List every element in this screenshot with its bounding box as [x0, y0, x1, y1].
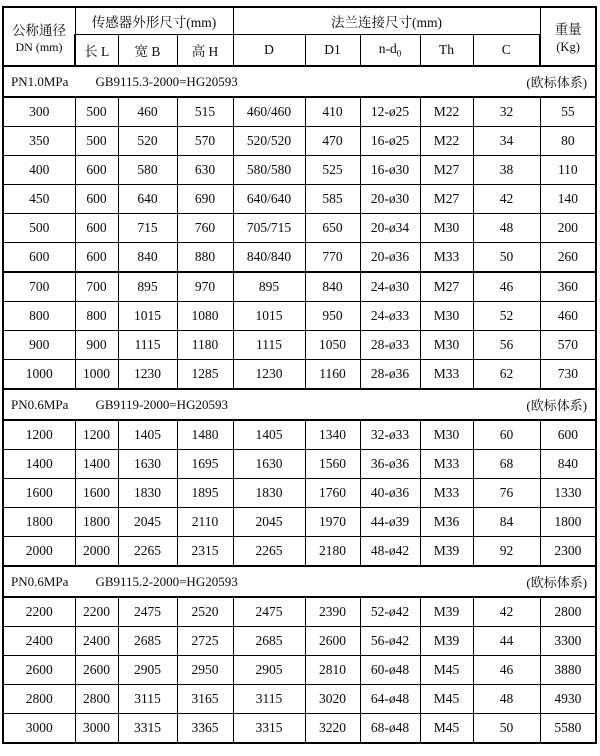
cell-d: 1830	[233, 479, 305, 508]
cell-weight: 600	[540, 420, 596, 450]
cell-d: 520/520	[233, 127, 305, 156]
cell-th: M45	[420, 714, 473, 744]
cell-width-b: 1015	[118, 302, 177, 331]
cell-height-h: 2950	[177, 656, 233, 685]
cell-th: M22	[420, 97, 473, 127]
cell-width-b: 1630	[118, 450, 177, 479]
cell-width-b: 895	[118, 272, 177, 302]
cell-d1: 2600	[305, 627, 360, 656]
section-label	[4, 572, 595, 591]
cell-length-l: 1800	[75, 508, 118, 537]
cell-length-l: 2000	[75, 537, 118, 567]
cell-weight: 460	[540, 302, 596, 331]
table-row	[3, 185, 596, 214]
cell-d: 1405	[233, 420, 305, 450]
section-pressure-rating: PN0.6MPa	[11, 573, 69, 589]
cell-height-h: 1180	[177, 331, 233, 360]
cell-height-h: 2520	[177, 597, 233, 627]
cell-c: 38	[473, 156, 540, 185]
cell-width-b: 520	[118, 127, 177, 156]
cell-length-l: 500	[75, 127, 118, 156]
header-sensor-dimensions-group: 传感器外形尺寸(mm)	[75, 7, 233, 35]
cell-d1: 1160	[305, 360, 360, 390]
subheader-length-l: 长 L	[75, 35, 118, 67]
section-row	[3, 66, 596, 97]
cell-n-d0: 48-ø42	[360, 537, 420, 567]
cell-height-h: 760	[177, 214, 233, 243]
table-row	[3, 97, 596, 127]
header-weight-unit: (Kg)	[556, 40, 580, 54]
cell-th: M27	[420, 156, 473, 185]
table-header	[3, 7, 596, 66]
cell-length-l: 2800	[75, 685, 118, 714]
subheader-n-d0	[360, 35, 420, 67]
cell-length-l: 600	[75, 214, 118, 243]
cell-width-b: 2685	[118, 627, 177, 656]
cell-d: 1115	[233, 331, 305, 360]
header-flange-connection-group: 法兰连接尺寸(mm)	[233, 7, 540, 35]
subheader-d1: D1	[305, 35, 360, 67]
section-row	[3, 389, 596, 420]
cell-dn: 1000	[3, 360, 75, 390]
cell-weight: 2800	[540, 597, 596, 627]
cell-weight: 3300	[540, 627, 596, 656]
cell-d: 3115	[233, 685, 305, 714]
cell-c: 34	[473, 127, 540, 156]
cell-dn: 350	[3, 127, 75, 156]
cell-height-h: 1285	[177, 360, 233, 390]
cell-height-h: 570	[177, 127, 233, 156]
header-row-subcolumns	[3, 35, 596, 67]
section-note: (欧标体系)	[526, 575, 588, 590]
cell-d1: 470	[305, 127, 360, 156]
cell-length-l: 800	[75, 302, 118, 331]
cell-width-b: 1115	[118, 331, 177, 360]
cell-d1: 1340	[305, 420, 360, 450]
header-weight-cn: 重量	[554, 22, 582, 37]
cell-c: 50	[473, 243, 540, 273]
table-row	[3, 127, 596, 156]
cell-weight: 140	[540, 185, 596, 214]
cell-d1: 410	[305, 97, 360, 127]
cell-c: 76	[473, 479, 540, 508]
cell-height-h: 515	[177, 97, 233, 127]
cell-c: 62	[473, 360, 540, 390]
cell-c: 44	[473, 627, 540, 656]
cell-height-h: 1695	[177, 450, 233, 479]
header-nominal-diameter-cn: 公称通径	[12, 22, 66, 38]
cell-d1: 650	[305, 214, 360, 243]
cell-width-b: 580	[118, 156, 177, 185]
section-label	[4, 72, 595, 91]
cell-n-d0: 24-ø33	[360, 302, 420, 331]
cell-n-d0: 12-ø25	[360, 97, 420, 127]
cell-n-d0: 60-ø48	[360, 656, 420, 685]
cell-dn: 600	[3, 243, 75, 273]
cell-weight: 5580	[540, 714, 596, 744]
cell-width-b: 2265	[118, 537, 177, 567]
cell-length-l: 600	[75, 156, 118, 185]
cell-c: 56	[473, 331, 540, 360]
cell-d1: 1050	[305, 331, 360, 360]
cell-d1: 840	[305, 272, 360, 302]
cell-length-l: 900	[75, 331, 118, 360]
cell-d: 705/715	[233, 214, 305, 243]
cell-width-b: 3315	[118, 714, 177, 744]
table-row	[3, 302, 596, 331]
cell-dn: 700	[3, 272, 75, 302]
table-row	[3, 714, 596, 744]
cell-height-h: 1480	[177, 420, 233, 450]
cell-dn: 900	[3, 331, 75, 360]
cell-n-d0: 68-ø48	[360, 714, 420, 744]
cell-d1: 2390	[305, 597, 360, 627]
table-row	[3, 627, 596, 656]
header-row-groups	[3, 7, 596, 35]
section-standard-code: GB9115.3-2000=HG20593	[95, 73, 238, 89]
cell-length-l: 1200	[75, 420, 118, 450]
cell-dn: 1200	[3, 420, 75, 450]
cell-th: M36	[420, 508, 473, 537]
section-cell	[3, 66, 596, 97]
section-standard-code: GB9115.2-2000=HG20593	[95, 573, 238, 589]
cell-dn: 2400	[3, 627, 75, 656]
cell-length-l: 500	[75, 97, 118, 127]
cell-width-b: 640	[118, 185, 177, 214]
cell-d: 2685	[233, 627, 305, 656]
cell-th: M45	[420, 685, 473, 714]
cell-th: M30	[420, 302, 473, 331]
cell-length-l: 3000	[75, 714, 118, 744]
cell-n-d0: 28-ø33	[360, 331, 420, 360]
cell-dn: 3000	[3, 714, 75, 744]
cell-weight: 80	[540, 127, 596, 156]
cell-d: 3315	[233, 714, 305, 744]
cell-d: 2475	[233, 597, 305, 627]
cell-c: 68	[473, 450, 540, 479]
table-row	[3, 243, 596, 273]
cell-d: 460/460	[233, 97, 305, 127]
cell-dn: 2000	[3, 537, 75, 567]
cell-dn: 300	[3, 97, 75, 127]
cell-dn: 1600	[3, 479, 75, 508]
table-row	[3, 331, 596, 360]
cell-d1: 1760	[305, 479, 360, 508]
cell-weight: 360	[540, 272, 596, 302]
cell-d: 640/640	[233, 185, 305, 214]
cell-dn: 500	[3, 214, 75, 243]
cell-c: 32	[473, 97, 540, 127]
cell-d1: 2180	[305, 537, 360, 567]
section-pressure-rating: PN1.0MPa	[11, 73, 69, 89]
table-row	[3, 479, 596, 508]
cell-d1: 3020	[305, 685, 360, 714]
section-standard-code: GB9119-2000=HG20593	[95, 396, 228, 412]
section-row	[3, 566, 596, 597]
table-row	[3, 360, 596, 390]
cell-c: 48	[473, 214, 540, 243]
table-row	[3, 272, 596, 302]
subheader-d: D	[233, 35, 305, 67]
cell-n-d0: 44-ø39	[360, 508, 420, 537]
cell-width-b: 2045	[118, 508, 177, 537]
cell-th: M30	[420, 331, 473, 360]
cell-height-h: 1895	[177, 479, 233, 508]
table-row	[3, 156, 596, 185]
cell-height-h: 2725	[177, 627, 233, 656]
header-weight	[540, 7, 596, 66]
cell-width-b: 3115	[118, 685, 177, 714]
cell-n-d0: 56-ø42	[360, 627, 420, 656]
cell-d1: 585	[305, 185, 360, 214]
dimension-table	[2, 6, 597, 744]
cell-weight: 3880	[540, 656, 596, 685]
cell-d1: 2810	[305, 656, 360, 685]
subheader-th: Th	[420, 35, 473, 67]
cell-c: 92	[473, 537, 540, 567]
cell-c: 42	[473, 185, 540, 214]
cell-th: M22	[420, 127, 473, 156]
cell-height-h: 690	[177, 185, 233, 214]
cell-c: 46	[473, 272, 540, 302]
cell-d: 840/840	[233, 243, 305, 273]
cell-weight: 2300	[540, 537, 596, 567]
cell-height-h: 1080	[177, 302, 233, 331]
cell-dn: 2200	[3, 597, 75, 627]
cell-d: 580/580	[233, 156, 305, 185]
cell-n-d0: 24-ø30	[360, 272, 420, 302]
subheader-height-h: 高 H	[177, 35, 233, 67]
cell-dn: 400	[3, 156, 75, 185]
cell-d1: 1560	[305, 450, 360, 479]
cell-n-d0: 64-ø48	[360, 685, 420, 714]
cell-d1: 1970	[305, 508, 360, 537]
cell-n-d0: 40-ø36	[360, 479, 420, 508]
table-row	[3, 537, 596, 567]
cell-width-b: 840	[118, 243, 177, 273]
cell-weight: 55	[540, 97, 596, 127]
subheader-c: C	[473, 35, 540, 67]
cell-weight: 110	[540, 156, 596, 185]
cell-th: M39	[420, 537, 473, 567]
cell-weight: 570	[540, 331, 596, 360]
cell-n-d0: 52-ø42	[360, 597, 420, 627]
cell-d: 2905	[233, 656, 305, 685]
subheader-n-d0-subscript: 0	[396, 48, 402, 59]
subheader-width-b: 宽 B	[118, 35, 177, 67]
cell-d: 2045	[233, 508, 305, 537]
cell-th: M33	[420, 243, 473, 273]
table-row	[3, 685, 596, 714]
cell-length-l: 2600	[75, 656, 118, 685]
cell-d1: 770	[305, 243, 360, 273]
section-cell	[3, 566, 596, 597]
cell-dn: 450	[3, 185, 75, 214]
section-label	[4, 395, 595, 414]
section-note: (欧标体系)	[526, 398, 588, 413]
cell-c: 60	[473, 420, 540, 450]
cell-height-h: 3165	[177, 685, 233, 714]
cell-n-d0: 16-ø25	[360, 127, 420, 156]
cell-n-d0: 20-ø36	[360, 243, 420, 273]
cell-height-h: 2110	[177, 508, 233, 537]
cell-height-h: 2315	[177, 537, 233, 567]
cell-weight: 840	[540, 450, 596, 479]
table-row	[3, 214, 596, 243]
cell-width-b: 2905	[118, 656, 177, 685]
cell-length-l: 1400	[75, 450, 118, 479]
cell-c: 52	[473, 302, 540, 331]
cell-c: 42	[473, 597, 540, 627]
cell-dn: 1800	[3, 508, 75, 537]
cell-c: 48	[473, 685, 540, 714]
cell-height-h: 630	[177, 156, 233, 185]
cell-n-d0: 36-ø36	[360, 450, 420, 479]
cell-n-d0: 28-ø36	[360, 360, 420, 390]
cell-th: M33	[420, 450, 473, 479]
cell-c: 46	[473, 656, 540, 685]
cell-weight: 4930	[540, 685, 596, 714]
cell-th: M45	[420, 656, 473, 685]
cell-th: M27	[420, 185, 473, 214]
cell-n-d0: 20-ø30	[360, 185, 420, 214]
cell-n-d0: 32-ø33	[360, 420, 420, 450]
cell-length-l: 700	[75, 272, 118, 302]
cell-d1: 950	[305, 302, 360, 331]
cell-th: M30	[420, 214, 473, 243]
table-row	[3, 656, 596, 685]
cell-d: 1630	[233, 450, 305, 479]
cell-d: 895	[233, 272, 305, 302]
cell-c: 50	[473, 714, 540, 744]
table-row	[3, 450, 596, 479]
cell-th: M39	[420, 627, 473, 656]
cell-width-b: 1830	[118, 479, 177, 508]
header-nominal-diameter	[3, 7, 75, 66]
cell-c: 84	[473, 508, 540, 537]
cell-th: M33	[420, 360, 473, 390]
cell-height-h: 880	[177, 243, 233, 273]
cell-width-b: 2475	[118, 597, 177, 627]
cell-width-b: 1405	[118, 420, 177, 450]
table-body	[3, 66, 596, 743]
cell-width-b: 715	[118, 214, 177, 243]
cell-width-b: 460	[118, 97, 177, 127]
cell-th: M33	[420, 479, 473, 508]
cell-dn: 800	[3, 302, 75, 331]
cell-d1: 525	[305, 156, 360, 185]
section-cell	[3, 389, 596, 420]
cell-d: 1015	[233, 302, 305, 331]
cell-weight: 200	[540, 214, 596, 243]
cell-weight: 730	[540, 360, 596, 390]
cell-th: M27	[420, 272, 473, 302]
cell-dn: 2800	[3, 685, 75, 714]
cell-weight: 1800	[540, 508, 596, 537]
cell-weight: 260	[540, 243, 596, 273]
cell-length-l: 2400	[75, 627, 118, 656]
cell-height-h: 970	[177, 272, 233, 302]
cell-length-l: 1600	[75, 479, 118, 508]
cell-length-l: 2200	[75, 597, 118, 627]
cell-height-h: 3365	[177, 714, 233, 744]
cell-dn: 2600	[3, 656, 75, 685]
cell-length-l: 1000	[75, 360, 118, 390]
cell-n-d0: 20-ø34	[360, 214, 420, 243]
table-row	[3, 420, 596, 450]
subheader-n-d0-base: n-d	[378, 41, 397, 57]
cell-d1: 3220	[305, 714, 360, 744]
section-note: (欧标体系)	[526, 75, 588, 90]
table-row	[3, 597, 596, 627]
cell-d: 1230	[233, 360, 305, 390]
cell-d: 2265	[233, 537, 305, 567]
cell-dn: 1400	[3, 450, 75, 479]
cell-th: M30	[420, 420, 473, 450]
cell-th: M39	[420, 597, 473, 627]
header-nominal-diameter-unit: DN (mm)	[15, 39, 63, 54]
table-row	[3, 508, 596, 537]
cell-length-l: 600	[75, 185, 118, 214]
cell-length-l: 600	[75, 243, 118, 273]
cell-width-b: 1230	[118, 360, 177, 390]
section-pressure-rating: PN0.6MPa	[11, 396, 69, 412]
cell-n-d0: 16-ø30	[360, 156, 420, 185]
cell-weight: 1330	[540, 479, 596, 508]
